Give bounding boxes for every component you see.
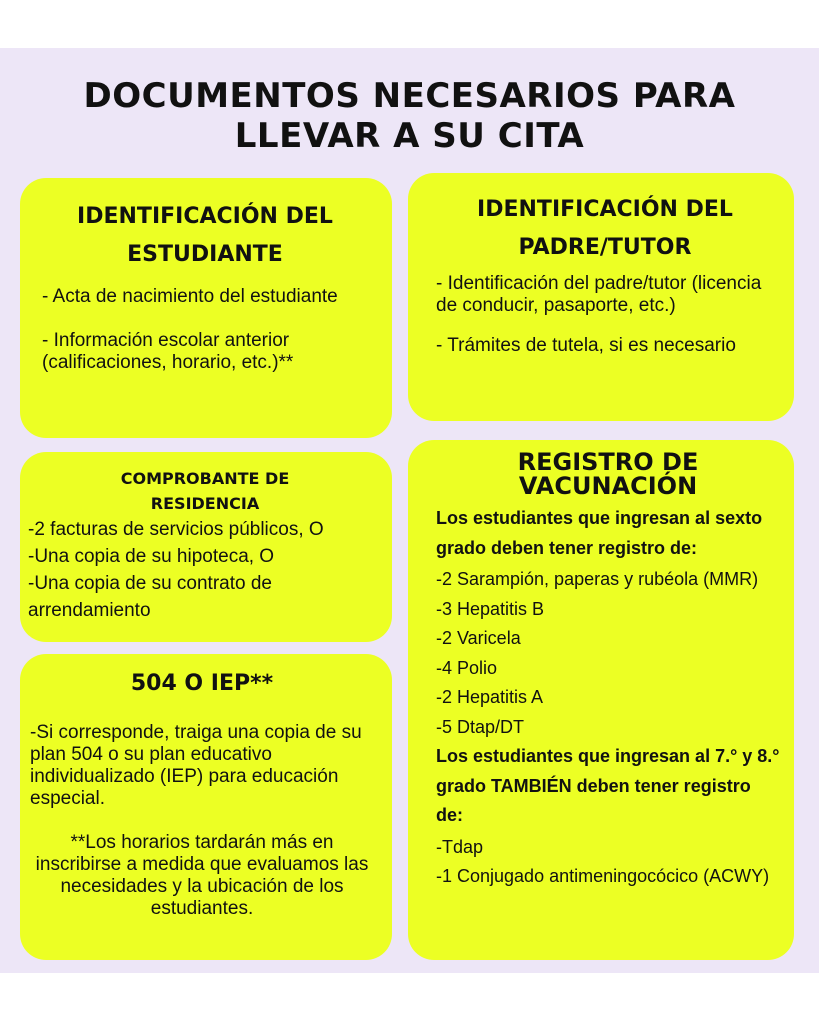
plan-504-heading: 504 O IEP** — [130, 671, 274, 696]
seventh-eighth-vaccine-list — [436, 833, 780, 892]
sixth-grade-intro: Los estudiantes que ingresan al sexto grado deben tener registro de: — [436, 508, 763, 558]
plan-504-iep-card — [20, 654, 392, 960]
vaccine-item-varicela: -2 Varicela — [436, 628, 521, 648]
title-line-1: DOCUMENTOS NECESARIOS PARA — [83, 76, 736, 116]
parent-item-id: - Identificación del padre/tutor (licencia de conducir, pasaporte, etc.) — [436, 273, 762, 316]
parent-heading-line-2: PADRE/TUTOR — [518, 235, 692, 260]
residence-item-mortgage: -Una copia de su hipoteca, O — [28, 546, 275, 567]
vaccine-item-acwy: -1 Conjugado antimeningocócico (ACWY) — [436, 866, 770, 886]
residence-item-utility-bills: -2 facturas de servicios públicos, O — [28, 519, 324, 540]
vaccine-item-hepatitis-b: -3 Hepatitis B — [436, 598, 545, 619]
parent-heading-line-1: IDENTIFICACIÓN DEL — [477, 197, 733, 222]
parent-id-card — [408, 173, 794, 421]
vaccination-heading — [436, 450, 780, 498]
vaccination-heading-line-1: REGISTRO DE — [517, 448, 699, 476]
poster — [0, 48, 819, 973]
student-item-birth-certificate: - Acta de nacimiento del estudiante — [42, 286, 338, 307]
residence-heading-line-1: COMPROBANTE DE — [120, 469, 290, 488]
parent-id-heading — [436, 191, 774, 267]
plan-504-body: -Si corresponde, traiga una copia de su plan 504 o su plan educativo individualizado (IEP) para educación especial. — [30, 722, 362, 809]
scheduling-note: **Los horarios tardarán más en inscribirse a medida que evaluamos las necesidades y la ubicación de los estudiantes. — [35, 832, 369, 919]
student-heading-line-2: ESTUDIANTE — [127, 242, 283, 267]
vaccine-item-tdap: -Tdap — [436, 836, 484, 857]
residence-heading-line-2: RESIDENCIA — [150, 494, 260, 513]
seventh-eighth-grade-intro: Los estudiantes que ingresan al 7.° y 8.° grado TAMBIÉN deben tener registro de: — [436, 746, 780, 825]
student-id-card — [20, 178, 392, 438]
student-heading-line-1: IDENTIFICACIÓN DEL — [77, 204, 333, 229]
vaccination-record-card — [408, 440, 794, 960]
sixth-grade-vaccine-list — [436, 565, 780, 742]
vaccine-item-dtap: -5 Dtap/DT — [436, 716, 525, 737]
title-line-2: LLEVAR A SU CITA — [234, 116, 585, 156]
student-id-heading — [42, 198, 368, 274]
residence-proof-card — [20, 452, 392, 642]
vaccine-item-hepatitis-a: -2 Hepatitis A — [436, 687, 544, 707]
vaccination-heading-line-2: VACUNACIÓN — [518, 472, 698, 500]
vaccine-item-polio: -4 Polio — [436, 657, 498, 678]
vaccine-item-mmr: -2 Sarampión, paperas y rubéola (MMR) — [436, 569, 759, 589]
student-item-school-records: - Información escolar anterior (calificaciones, horario, etc.)** — [42, 330, 294, 373]
parent-item-guardianship: - Trámites de tutela, si es necesario — [436, 335, 736, 356]
residence-heading — [28, 466, 382, 516]
residence-item-lease: -Una copia de su contrato de arrendamiento — [28, 573, 272, 621]
page-title — [0, 76, 819, 156]
